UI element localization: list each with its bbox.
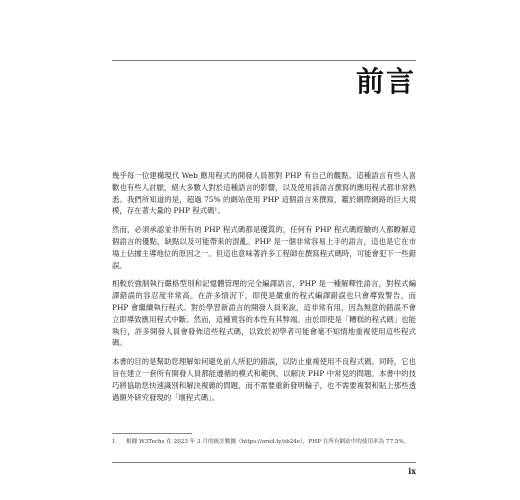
paragraph-1: 幾乎每一位建構現代 Web 應用程式的開發人員都對 PHP 有自己的觀點。這種語言有些人喜歡也有些人討厭，絕大多數人對於這種語言的影響，以及使用該語言撰寫的應用程式都非常熟悉。我們所知道的是，超過 75% 的網站使用 PHP 這個語言來撰寫，鑑於網際網路的巨大規模，存在著大量的 PHP 程式碼¹。 — [112, 171, 416, 216]
paragraph-3: 相較於強制執行嚴格型別和記憶體管理的完全編譯語言，PHP 是一種解釋性語言，對程式編譯錯誤的容忍度非常高。在許多情況下，即使是嚴重的程式編譯錯誤也只會導致警告，而 PHP 會繼續執行程式。對於學習新語言的開發人員來說，這非常有用，因為無意的錯誤不會立即導致應用程式中斷。然而，這種寬容的本性有其弊端。由於即使是「糟糕的程式碼」也能執行，許多開發人員會發佈這些程式碼，以致於初學者可能會毫不知情地重複使用這些程式碼。 — [112, 279, 416, 348]
page-number: ix — [408, 466, 416, 476]
paragraph-2: 然而，必須承認並非所有的 PHP 程式碼都是優質的，任何有 PHP 程式碼經驗的人都瞭解這個語言的優點，缺點以及可能帶來的混亂。PHP 是一個非常容易上手的語言，這也是它在市場上佔據主導地位的原因之一。但這也意味著許多工程師在撰寫程式碼時，可能會犯下一些錯誤。 — [112, 225, 416, 270]
footnote-rule — [112, 433, 192, 434]
header-rule — [112, 60, 416, 61]
footnote-number: 1 — [112, 439, 116, 445]
paragraph-4: 本書的目的是幫助您理解如何避免前人所犯的錯誤，以防止重複使用不良程式碼。同時，它也旨在建立一套所有開發人員都能遵循的模式和範例，以解決 PHP 中常見的問題。本書中的技巧將協助您快速識別和解決複雜的問題，而不需要重新發明輪子，也不需要複製和貼上那些透過額外研究發現的「壞程式碼」。 — [112, 357, 416, 402]
footer-rule — [112, 462, 416, 463]
footnote-text: 根據 W3Techs 在 2023 年 3 月的統計數據（https://oreil.ly/sb24e），PHP 在所有網站中的使用率為 77.5%。 — [126, 439, 410, 445]
body-text — [112, 170, 416, 410]
footnote — [112, 438, 416, 446]
chapter-title: 前言 — [355, 65, 416, 98]
